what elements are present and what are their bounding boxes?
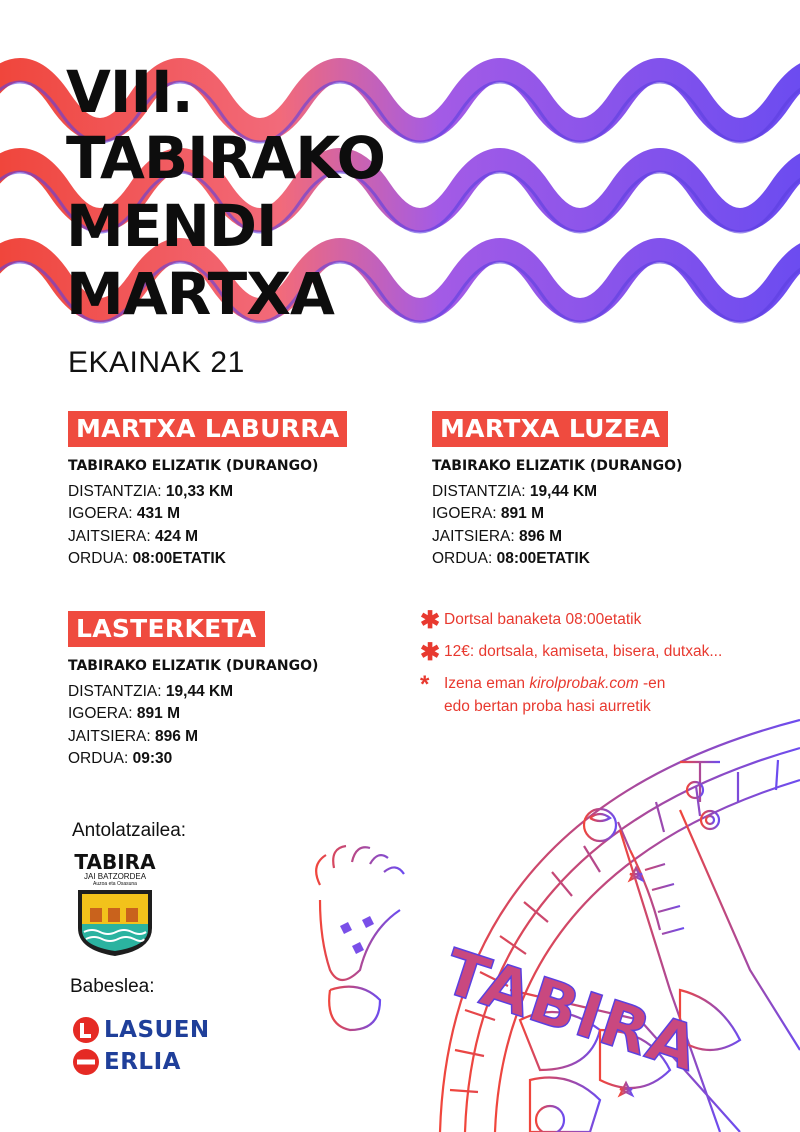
lasuen-icon — [72, 1016, 100, 1044]
registration-link[interactable]: kirolprobak.com — [529, 675, 639, 692]
erlia-icon — [72, 1048, 100, 1076]
note-price: ✱ 12€: dortsala, kamiseta, bisera, dutxak... — [420, 639, 723, 666]
distance-row: DISTANTZIA: 10,33 KM — [68, 482, 234, 500]
shield-icon — [74, 888, 156, 958]
event-title-long: MARTXA LUZEA — [432, 411, 668, 447]
sponsor-logo: LASUEN ERLIA — [72, 1016, 210, 1076]
title-line-4: MARTXA — [66, 260, 334, 328]
organizer-logo: TABIRA JAI BATZORDEA Auzoa eta Osasuna — [74, 852, 156, 962]
ascent-row: IGOERA: 891 M — [68, 705, 180, 722]
note-register: * Izena eman kirolprobak.com -en edo bertan proba hasi aurretik — [420, 671, 666, 715]
ascent-row: IGOERA: 891 M — [432, 505, 544, 522]
event-date: EKAINAK 21 — [68, 346, 245, 379]
event-details-short — [68, 455, 318, 571]
event-location: TABIRAKO ELIZATIK (DURANGO) — [68, 458, 319, 474]
graphic-text: TABIRA — [435, 934, 709, 1086]
note-bib: ✱ Dortsal banaketa 08:00etatik — [420, 607, 642, 634]
distance-row: DISTANTZIA: 19,44 KM — [432, 482, 598, 500]
event-location: TABIRAKO ELIZATIK (DURANGO) — [68, 658, 319, 674]
event-details-long — [432, 455, 682, 571]
time-row: ORDUA: 08:00ETATIK — [432, 550, 590, 567]
distance-row: DISTANTZIA: 19,44 KM — [68, 682, 234, 700]
ascent-row: IGOERA: 431 M — [68, 505, 180, 522]
event-details-race — [68, 655, 318, 771]
event-location: TABIRAKO ELIZATIK (DURANGO) — [432, 458, 683, 474]
descent-row: JAITSIERA: 424 M — [68, 527, 199, 545]
asterisk-icon: ✱ — [420, 607, 441, 634]
event-title-race: LASTERKETA — [68, 611, 265, 647]
title-line-3: MENDI — [66, 192, 277, 260]
event-title-short: MARTXA LABURRA — [68, 411, 347, 447]
sponsor-label: Babeslea: — [70, 976, 155, 997]
time-row: ORDUA: 08:00ETATIK — [68, 550, 226, 567]
title-line-1: VIII. — [66, 58, 193, 126]
title-line-2: TABIRAKO — [66, 124, 385, 192]
descent-row: JAITSIERA: 896 M — [432, 527, 563, 545]
time-row: ORDUA: 09:30 — [68, 750, 173, 767]
asterisk-icon: * — [420, 671, 430, 698]
organizer-label: Antolatzailea: — [72, 820, 187, 841]
descent-row: JAITSIERA: 896 M — [68, 727, 199, 745]
stone-floor-illustration — [300, 690, 800, 1132]
asterisk-icon: ✱ — [420, 639, 441, 666]
